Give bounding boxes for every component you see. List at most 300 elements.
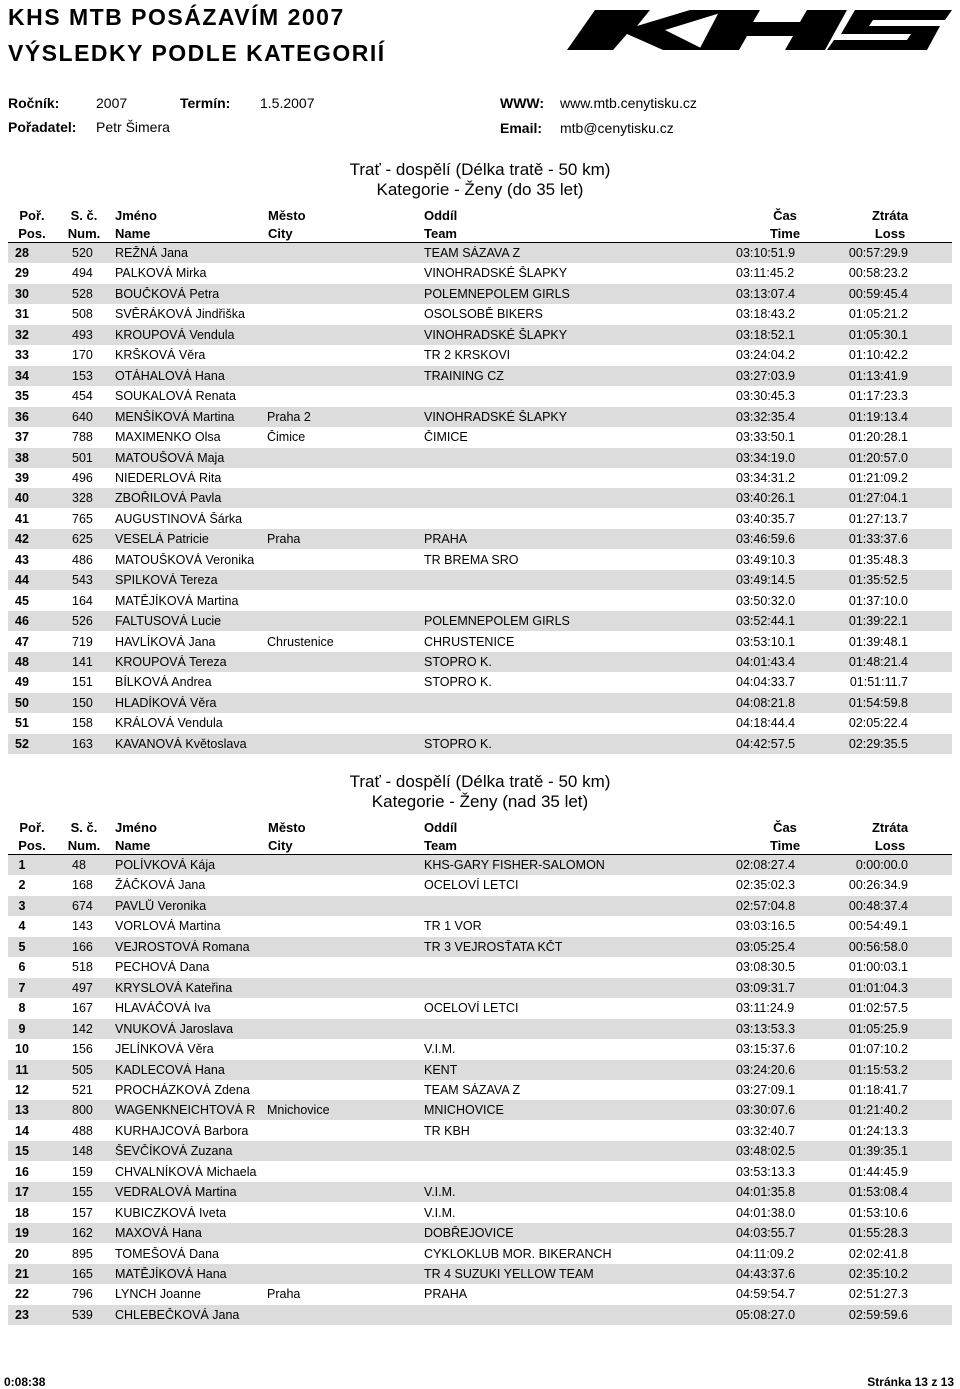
cell-time: 02:35:02.3 [736,878,796,893]
cell-team: TR 1 VOR [424,919,482,934]
cell-num: 157 [72,1205,93,1220]
cell-num: 153 [72,368,93,383]
cell-loss: 01:39:48.1 [848,634,908,649]
cell-name: KRYSLOVÁ Kateřina [115,980,233,995]
cell-loss: 00:59:45.4 [848,286,908,301]
cell-name: MENŠÍKOVÁ Martina [115,409,235,424]
cell-loss: 00:48:37.4 [848,898,908,913]
column-header-pos-en: Pos. [18,226,46,241]
cell-loss: 02:02:41.8 [848,1246,908,1261]
cell-time: 03:05:25.4 [736,939,796,954]
column-header-loss-cz: Ztráta [871,208,909,223]
cell-team: KHS-GARY FISHER-SALOMON [424,858,605,872]
cell-loss: 01:05:21.2 [848,307,908,322]
cell-name: OTÁHALOVÁ Hana [115,368,225,383]
cell-loss: 00:56:58.0 [848,939,908,954]
cell-name: SPILKOVÁ Tereza [115,573,218,588]
section-track-title: Trať - dospělí (Délka tratě - 50 km) [349,772,611,791]
cell-name: WAGENKNEICHTOVÁ R [115,1103,256,1118]
table-row [8,1019,952,1039]
cell-time: 03:50:32.0 [736,593,796,608]
cell-team: KENT [424,1062,458,1077]
cell-num: 788 [72,430,93,445]
cell-team: VINOHRADSKÉ ŠLAPKY [424,327,568,342]
cell-name: MATĚJÍKOVÁ Hana [115,1267,227,1281]
table-row [8,570,952,590]
cell-pos: 52 [15,736,29,751]
column-header-team-en: Team [424,838,457,853]
cell-pos: 39 [15,470,29,485]
cell-pos: 4 [18,919,26,934]
cell-name: FALTUSOVÁ Lucie [115,614,222,629]
cell-name: POLÍVKOVÁ Kája [115,858,216,872]
cell-time: 03:30:07.6 [736,1103,796,1118]
cell-time: 05:08:27.0 [736,1307,796,1322]
cell-city: Chrustenice [267,634,334,649]
table-row [8,632,952,652]
cell-num: 719 [72,634,93,649]
cell-team: TEAM SÁZAVA Z [424,246,521,260]
cell-name: KRÁLOVÁ Vendula [115,716,223,731]
cell-name: ŠEVČÍKOVÁ Zuzana [115,1144,233,1159]
table-row [8,1182,952,1202]
column-header-pos-cz: Poř. [19,208,45,223]
cell-loss: 02:29:35.5 [848,736,908,751]
cell-pos: 23 [15,1307,29,1322]
column-header-team-cz: Oddíl [424,208,458,223]
cell-time: 03:24:20.6 [736,1062,796,1077]
cell-name: PECHOVÁ Dana [115,960,210,975]
column-header-loss-en: Loss [874,226,906,241]
table-row [8,672,952,692]
cell-name: MATOUŠOVÁ Maja [115,450,225,465]
cell-pos: 36 [15,409,29,424]
cell-time: 04:11:09.2 [736,1246,795,1261]
cell-num: 640 [72,409,93,424]
column-header-name-cz: Jméno [115,820,157,835]
table-row [8,1080,952,1100]
cell-time: 03:03:16.5 [736,919,796,934]
cell-num: 159 [72,1164,93,1179]
cell-loss: 01:02:57.5 [848,1001,908,1016]
cell-pos: 48 [15,655,29,669]
cell-name: ZBOŘILOVÁ Pavla [115,491,222,506]
cell-num: 520 [72,246,93,260]
cell-pos: 17 [15,1185,29,1200]
cell-team: PRAHA [424,532,468,547]
cell-name: VEDRALOVÁ Martina [115,1185,237,1200]
table-row [8,693,952,713]
cell-time: 03:49:10.3 [736,552,796,567]
poradatel-label: Pořadatel: [8,119,77,135]
cell-team: DOBŘEJOVICE [424,1226,514,1241]
cell-num: 143 [72,919,93,934]
cell-num: 155 [72,1185,93,1200]
cell-name: TOMEŠOVÁ Dana [115,1246,219,1261]
cell-num: 501 [72,450,93,465]
cell-loss: 01:20:28.1 [848,430,908,445]
column-header-num-cz: S. č. [70,208,98,223]
cell-team: POLEMNEPOLEM GIRLS [424,286,570,301]
cell-num: 170 [72,348,93,363]
cell-loss: 01:53:08.4 [848,1185,908,1200]
cell-loss: 00:58:23.2 [848,266,908,281]
cell-pos: 7 [18,980,26,995]
column-header-city-cz: Město [268,208,306,223]
table-row [8,1121,952,1141]
cell-time: 03:34:31.2 [736,470,796,485]
table-row [8,1244,952,1264]
cell-time: 03:08:30.5 [736,960,796,975]
poradatel-value: Petr Šimera [96,119,170,135]
cell-num: 674 [72,898,93,913]
cell-num: 141 [72,655,93,669]
cell-loss: 01:27:04.1 [848,491,908,506]
cell-time: 03:13:07.4 [736,286,796,301]
cell-team: OSOLSOBĚ BIKERS [424,307,543,322]
cell-team: STOPRO K. [424,675,492,690]
cell-name: HAVLÍKOVÁ Jana [115,634,216,649]
cell-time: 03:13:53.3 [736,1021,796,1036]
cell-time: 04:01:35.8 [736,1185,796,1200]
cell-loss: 01:33:37.6 [848,532,908,547]
column-header-loss-en: Loss [874,838,906,853]
column-header-num-cz: S. č. [70,820,98,835]
cell-loss: 01:44:45.9 [848,1164,908,1179]
cell-num: 158 [72,716,93,731]
table-row [8,937,952,957]
cell-time: 04:59:54.7 [736,1287,796,1302]
cell-num: 165 [72,1267,93,1281]
cell-name: CHLEBEČKOVÁ Jana [115,1307,240,1322]
cell-time: 04:03:55.7 [736,1226,796,1241]
cell-city: Čimice [267,430,306,445]
cell-name: REŽNÁ Jana [115,246,188,260]
cell-name: VESELÁ Patricie [115,532,209,547]
cell-pos: 47 [15,634,29,649]
cell-loss: 01:05:25.9 [848,1021,908,1036]
table-row [8,1203,952,1223]
cell-num: 166 [72,939,93,954]
cell-city: Praha [267,532,301,547]
cell-num: 151 [72,675,93,690]
cell-team: TR 2 KRSKOVI [424,348,511,363]
cell-name: ŽÁČKOVÁ Jana [115,878,206,893]
cell-num: 486 [72,552,93,567]
cell-name: MAXIMENKO Olsa [115,430,221,445]
cell-loss: 01:07:10.2 [848,1042,908,1057]
cell-pos: 5 [18,939,26,954]
cell-num: 496 [72,470,93,485]
cell-num: 493 [72,327,93,342]
cell-team: POLEMNEPOLEM GIRLS [424,614,570,629]
cell-loss: 02:05:22.4 [848,716,908,731]
cell-pos: 14 [15,1123,29,1138]
cell-num: 163 [72,736,93,751]
cell-time: 03:11:45.2 [736,266,795,281]
table-row [8,1060,952,1080]
cell-num: 528 [72,286,93,301]
table-row [8,284,952,304]
cell-city: Praha 2 [267,409,311,424]
cell-pos: 41 [15,511,29,526]
table-row [8,652,952,672]
cell-time: 03:24:04.2 [736,348,796,363]
footer-time: 0:08:38 [4,1375,46,1389]
cell-loss: 00:54:49.1 [848,919,908,934]
cell-team: TR 3 VEJROSŤATA KČT [424,939,563,954]
www-value[interactable]: www.mtb.cenytisku.cz [560,95,697,111]
cell-time: 03:11:24.9 [736,1001,795,1016]
cell-time: 03:09:31.7 [736,980,796,995]
cell-time: 03:49:14.5 [736,573,796,588]
cell-name: KROUPOVÁ Tereza [115,655,227,669]
cell-loss: 00:57:29.9 [848,246,908,260]
cell-pos: 34 [15,368,29,383]
cell-team: ČIMICE [424,430,468,445]
cell-loss: 02:35:10.2 [848,1267,908,1281]
cell-name: HLAVÁČOVÁ Iva [115,1001,211,1016]
table-row [8,427,952,447]
cell-pos: 19 [15,1226,29,1241]
column-header-city-en: City [268,838,293,853]
table-row [8,550,952,570]
cell-team: TRAINING CZ [424,368,504,383]
section-category-title: Kategorie - Ženy (do 35 let) [376,180,584,199]
cell-num: 526 [72,614,93,629]
cell-team: VINOHRADSKÉ ŠLAPKY [424,409,568,424]
table-row [8,407,952,427]
table-row [8,448,952,468]
column-header-city-en: City [268,226,293,241]
cell-loss: 01:13:41.9 [848,368,908,383]
cell-num: 164 [72,593,93,608]
cell-pos: 38 [15,450,29,465]
cell-loss: 01:51:11.7 [849,675,908,690]
cell-name: KUBICZKOVÁ Iveta [115,1205,227,1220]
cell-pos: 40 [15,491,29,506]
table-row [8,734,952,754]
email-value[interactable]: mtb@cenytisku.cz [560,120,674,136]
table-row [8,345,952,365]
table-row [8,468,952,488]
cell-time: 03:40:35.7 [736,511,796,526]
cell-num: 168 [72,878,93,893]
www-label: WWW: [500,95,545,111]
column-header-name-cz: Jméno [115,208,157,223]
cell-time: 03:34:19.0 [736,450,796,465]
cell-team: CYKLOKLUB MOR. BIKERANCH [424,1246,612,1261]
cell-num: 454 [72,389,93,404]
cell-loss: 01:19:13.4 [848,409,908,424]
cell-pos: 35 [15,389,29,404]
cell-loss: 01:35:48.3 [848,552,908,567]
table-row [8,325,952,345]
cell-time: 03:52:44.1 [736,614,796,629]
cell-name: VEJROSTOVÁ Romana [115,939,250,954]
cell-pos: 31 [15,307,29,322]
cell-name: PROCHÁZKOVÁ Zdena [115,1082,250,1097]
cell-loss: 01:39:35.1 [848,1144,908,1159]
cell-team: STOPRO K. [424,736,492,751]
cell-team: OCELOVÍ LETCI [424,878,519,893]
column-header-time-cz: Čas [773,820,797,835]
cell-loss: 0:00:00.0 [855,858,908,872]
cell-pos: 2 [18,878,26,893]
cell-pos: 42 [15,532,29,547]
cell-loss: 01:53:10.6 [848,1205,908,1220]
cell-num: 521 [72,1082,93,1097]
column-header-time-en: Time [769,226,801,241]
cell-pos: 51 [15,716,29,731]
table-row [8,916,952,936]
cell-pos: 12 [15,1082,29,1097]
cell-team: TR BREMA SRO [424,552,519,567]
cell-pos: 29 [15,266,29,281]
table-row [8,509,952,529]
cell-team: PRAHA [424,1287,468,1302]
cell-loss: 01:15:53.2 [848,1062,908,1077]
cell-loss: 01:20:57.0 [848,450,908,465]
cell-pos: 1 [18,858,26,872]
cell-pos: 22 [15,1287,29,1302]
cell-time: 03:48:02.5 [736,1144,796,1159]
cell-pos: 13 [15,1103,29,1118]
cell-num: 488 [72,1123,93,1138]
column-header-time-cz: Čas [773,208,797,223]
cell-time: 02:08:27.4 [736,858,796,872]
table-row [8,1039,952,1059]
column-header-time-en: Time [769,838,801,853]
cell-pos: 49 [15,675,29,690]
footer-page-number: Stránka 13 z 13 [867,1375,954,1389]
cell-pos: 6 [18,960,26,975]
cell-loss: 01:00:03.1 [848,960,908,975]
cell-pos: 33 [15,348,29,363]
cell-time: 03:18:52.1 [736,327,796,342]
cell-name: VORLOVÁ Martina [115,919,221,934]
cell-num: 539 [72,1307,93,1322]
cell-team: OCELOVÍ LETCI [424,1001,519,1016]
cell-num: 895 [72,1246,93,1261]
cell-team: STOPRO K. [424,655,492,669]
cell-num: 148 [72,1144,93,1159]
cell-time: 03:53:13.3 [736,1164,796,1179]
cell-loss: 01:35:52.5 [848,573,908,588]
cell-time: 03:32:40.7 [736,1123,796,1138]
cell-loss: 01:27:13.7 [848,511,908,526]
cell-name: KADLECOVÁ Hana [115,1062,225,1077]
cell-pos: 20 [15,1246,29,1261]
cell-name: AUGUSTINOVÁ Šárka [115,511,243,526]
cell-time: 04:01:43.4 [736,655,796,669]
cell-loss: 00:26:34.9 [848,878,908,893]
cell-pos: 8 [18,1001,26,1016]
cell-loss: 01:37:10.0 [848,593,908,608]
cell-pos: 15 [15,1144,29,1159]
cell-num: 162 [72,1226,93,1241]
cell-loss: 02:51:27.3 [848,1287,908,1302]
cell-loss: 02:59:59.6 [848,1307,908,1322]
cell-city: Mnichovice [267,1103,330,1118]
table-row [8,998,952,1018]
table-row [8,1141,952,1161]
cell-pos: 28 [15,246,29,260]
table-row [8,1223,952,1243]
cell-name: MAXOVÁ Hana [115,1226,202,1241]
cell-name: NIEDERLOVÁ Rita [115,470,222,485]
cell-name: KRŠKOVÁ Věra [115,348,206,363]
cell-num: 156 [72,1042,93,1057]
termin-value: 1.5.2007 [260,95,315,111]
table-row [8,855,952,875]
cell-time: 03:32:35.4 [736,409,796,424]
cell-num: 48 [72,858,86,872]
cell-num: 497 [72,980,93,995]
cell-name: SVĚRÁKOVÁ Jindřiška [115,307,245,322]
table-row [8,1162,952,1182]
cell-loss: 01:24:13.3 [848,1123,908,1138]
column-header-name-en: Name [115,226,151,241]
section-category-title: Kategorie - Ženy (nad 35 let) [371,792,589,811]
cell-name: KURHAJCOVÁ Barbora [115,1123,249,1138]
cell-pos: 37 [15,430,29,445]
cell-team: TEAM SÁZAVA Z [424,1082,521,1097]
column-header-pos-en: Pos. [18,838,46,853]
section-track-title: Trať - dospělí (Délka tratě - 50 km) [349,160,611,179]
cell-time: 03:27:09.1 [736,1082,796,1097]
cell-pos: 30 [15,286,29,301]
cell-time: 03:27:03.9 [736,368,796,383]
cell-num: 543 [72,573,93,588]
column-header-team-cz: Oddíl [424,820,458,835]
cell-pos: 50 [15,695,29,710]
cell-num: 508 [72,307,93,322]
cell-name: BOUČKOVÁ Petra [115,286,220,301]
cell-time: 03:46:59.6 [736,532,796,547]
cell-team: V.I.M. [424,1205,456,1220]
cell-team: VINOHRADSKÉ ŠLAPKY [424,266,568,281]
cell-loss: 01:10:42.2 [848,348,908,363]
cell-name: KAVANOVÁ Květoslava [115,736,247,751]
column-header-city-cz: Město [268,820,306,835]
cell-name: HLADÍKOVÁ Věra [115,695,217,710]
table-row [8,957,952,977]
email-label: Email: [500,120,543,136]
cell-name: JELÍNKOVÁ Věra [115,1042,214,1057]
cell-time: 04:01:38.0 [736,1205,796,1220]
cell-num: 796 [72,1287,93,1302]
cell-num: 765 [72,511,93,526]
cell-num: 150 [72,695,93,710]
table-row [8,304,952,324]
cell-time: 04:43:37.6 [736,1267,796,1281]
cell-time: 04:08:21.8 [736,695,796,710]
cell-pos: 43 [15,552,29,567]
cell-team: V.I.M. [424,1042,456,1057]
cell-name: KROUPOVÁ Vendula [115,327,235,342]
cell-name: BÍLKOVÁ Andrea [115,675,212,690]
table-row [8,1305,952,1325]
cell-pos: 10 [15,1042,29,1057]
cell-pos: 44 [15,573,29,588]
termin-label: Termín: [180,95,231,111]
cell-pos: 18 [15,1205,29,1220]
cell-time: 03:30:45.3 [736,389,796,404]
cell-city: Praha [267,1287,301,1302]
cell-loss: 01:48:21.4 [848,655,908,669]
cell-pos: 9 [18,1021,26,1036]
